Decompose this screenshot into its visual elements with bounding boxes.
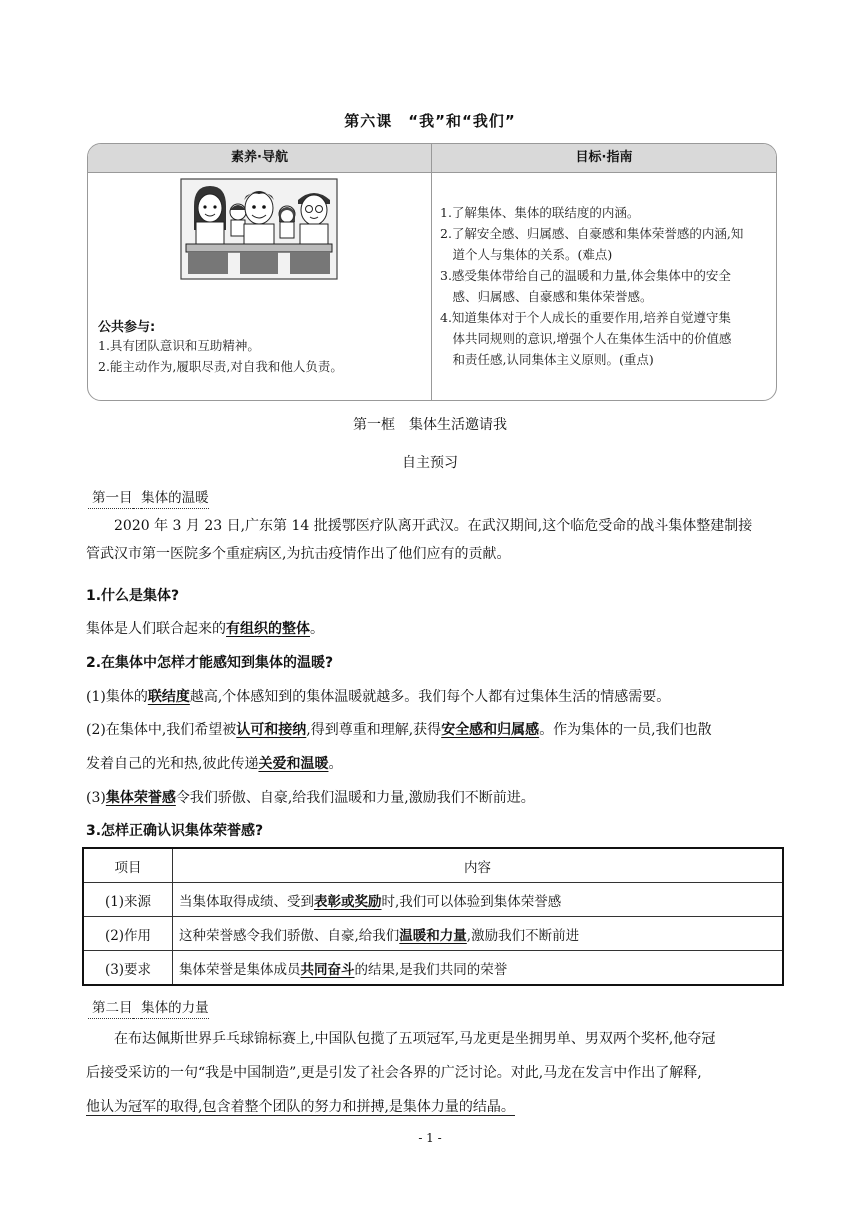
intro2-line: 在布达佩斯世界乒乓球锦标赛上,中国队包揽了五项冠军,马龙更是坐拥男单、男双两个奖杯,他夺冠: [114, 1031, 716, 1047]
question-3: 3.怎样正确认识集体荣誉感?: [86, 823, 264, 839]
preview-title: 自主预习: [402, 455, 458, 471]
page-number: - 1 -: [418, 1131, 442, 1145]
answer-text: 。: [310, 621, 324, 637]
goal-line: 2.了解安全感、归属感、自豪感和集体荣誉感的内涵,知: [440, 226, 744, 241]
question-2: 2.在集体中怎样才能感知到集体的温暖?: [86, 655, 334, 671]
table-cell-item: (2)作用: [84, 917, 173, 951]
goal-line: 和责任感,认同集体主义原则。(重点): [440, 352, 654, 367]
section-title: 第一框 集体生活邀请我: [353, 417, 507, 433]
table-row: [84, 951, 782, 985]
answer-2-2: [86, 719, 786, 739]
item1-title: 集体的温暖: [141, 490, 209, 509]
answer-text: 发着自己的光和热,彼此传递: [86, 756, 259, 772]
table-row: [84, 917, 782, 951]
key-phrase: 关爱和温暖: [258, 756, 329, 772]
answer-text: 。作为集体的一员,我们也散: [539, 722, 712, 738]
answer-text: 。: [328, 756, 343, 772]
answer-text: (2)在集体中,我们希望被: [86, 722, 237, 738]
key-phrase: 共同奋斗: [300, 961, 355, 978]
goal-line: 1.了解集体、集体的联结度的内涵。: [440, 205, 640, 220]
item2-heading: [88, 996, 209, 1016]
goal-line: 4.知道集体对于个人成长的重要作用,培养自觉遵守集: [440, 310, 731, 325]
item1-heading: [88, 486, 209, 506]
box-divider: [431, 144, 432, 400]
cell-text: ,激励我们不断前进: [466, 927, 580, 944]
guide-box: [87, 143, 777, 401]
honor-table: [82, 847, 784, 986]
public-participation-label: 公共参与:: [98, 320, 156, 335]
intro2-paragraph: [86, 1025, 780, 1121]
cell-text: 这种荣誉感令我们骄傲、自豪,给我们: [179, 927, 400, 944]
key-phrase: 安全感和归属感: [441, 722, 540, 738]
answer-text: (3): [86, 790, 106, 806]
key-phrase: 温暖和力量: [399, 927, 467, 944]
goal-line: 道个人与集体的关系。(难点): [440, 247, 613, 262]
goal-line: 体共同规则的意识,增强个人在集体生活中的价值感: [440, 331, 732, 346]
key-phrase: 联结度: [147, 689, 190, 705]
intro2-line: [86, 1093, 780, 1121]
cell-text: 当集体取得成绩、受到: [179, 893, 314, 910]
table-cell-content: [173, 883, 783, 917]
literacy-header: 素养·导航: [88, 144, 431, 173]
table-cell-content: [173, 951, 783, 985]
table-cell-item: (1)来源: [84, 883, 173, 917]
goals-list: [440, 202, 772, 370]
key-phrase: 表彰或奖励: [314, 893, 382, 910]
key-phrase: 认可和接纳: [236, 722, 307, 738]
public-participation-list: [98, 335, 428, 377]
intro1-paragraph: [86, 512, 780, 568]
table-header-row: [84, 849, 782, 883]
answer-2-1: [86, 686, 786, 706]
students-illustration: [180, 178, 338, 280]
table-row: [84, 883, 782, 917]
item2-prefix: 第二目: [88, 1000, 133, 1019]
answer-text: 令我们骄傲、自豪,给我们温暖和力量,激励我们不断前进。: [175, 790, 535, 806]
public-item-1: 1.具有团队意识和互助精神。: [98, 338, 260, 353]
answer-2-3: [86, 787, 786, 807]
cell-text: 集体荣誉是集体成员: [179, 961, 301, 978]
public-item-2: 2.能主动作为,履职尽责,对自我和他人负责。: [98, 359, 343, 374]
key-phrase: 集体荣誉感: [105, 790, 176, 806]
goal-line: 3.感受集体带给自己的温暖和力量,体会集体中的安全: [440, 268, 731, 283]
goal-line: 感、归属感、自豪感和集体荣誉感。: [440, 289, 653, 304]
item1-prefix: 第一目: [88, 490, 133, 509]
answer-text: (1)集体的: [86, 689, 148, 705]
item2-title: 集体的力量: [141, 1000, 209, 1019]
key-phrase: 有组织的整体: [226, 621, 310, 637]
answer-text: 越高,个体感知到的集体温暖就越多。我们每个人都有过集体生活的情感需要。: [189, 689, 671, 705]
cell-text: 时,我们可以体验到集体荣誉感: [381, 893, 562, 910]
intro2-line-text: 他认为冠军的取得,包含着整个团队的努力和拼搏,是集体力量的结晶。: [86, 1099, 515, 1115]
table-cell-item: (3)要求: [84, 951, 173, 985]
answer-1: [86, 618, 786, 638]
table-cell-content: [173, 917, 783, 951]
answer-text: 集体是人们联合起来的: [86, 621, 226, 637]
answer-2-2b: [86, 753, 786, 773]
intro2-line: 后接受采访的一句“我是中国制造”,更是引发了社会各界的广泛讨论。对此,马龙在发言中作出了解释,: [86, 1065, 702, 1081]
table-header: 内容: [173, 849, 783, 883]
table-header: 项目: [84, 849, 173, 883]
goals-header: 目标·指南: [432, 144, 776, 173]
intro1-line: 2020 年 3 月 23 日,广东第 14 批援鄂医疗队离开武汉。在武汉期间,这个临危受命的战斗集体整建制接: [114, 518, 753, 534]
lesson-title: 第六课 “我”和“我们”: [344, 112, 516, 130]
cell-text: 的结果,是我们共同的荣誉: [354, 961, 508, 978]
intro1-line: 管武汉市第一医院多个重症病区,为抗击疫情作出了他们应有的贡献。: [86, 546, 511, 562]
question-1: 1.什么是集体?: [86, 588, 180, 604]
answer-text: ,得到尊重和理解,获得: [306, 722, 442, 738]
